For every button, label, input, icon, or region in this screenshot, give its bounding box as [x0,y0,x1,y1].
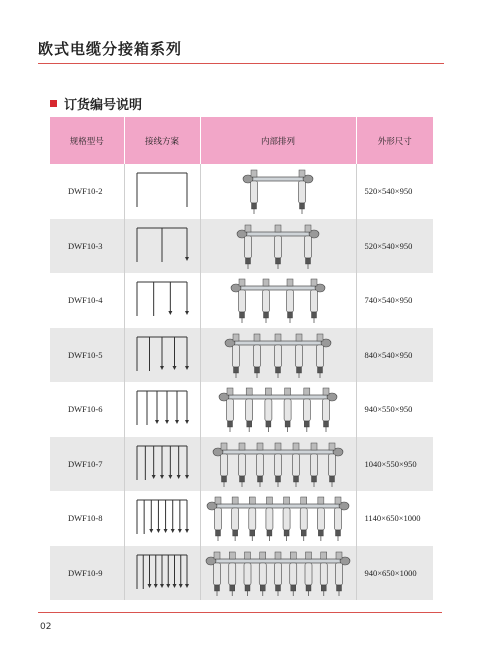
arrow-icon [149,529,153,533]
bushing-connector-icon [296,334,303,378]
wiring-scheme-diagram [133,278,191,322]
cell-dimensions: 520×540×950 [356,219,433,274]
busbar [209,559,347,563]
cell-model: DWF10-2 [50,164,124,219]
bushing-connector-icon [233,334,240,378]
table-row [50,437,433,492]
arrow-icon [152,475,156,479]
bushing-connector-icon [311,279,318,323]
arrow-icon [154,584,158,588]
arrow-icon [160,475,164,479]
internal-layout-diagram [203,383,353,435]
table-row [50,546,433,601]
cell-wiring-scheme [124,164,200,219]
bushing-connector-icon [305,225,312,269]
bushing-connector-icon [249,497,256,541]
title-divider [38,63,444,64]
internal-layout-diagram [203,492,353,544]
wiring-scheme-diagram [133,442,191,486]
busbar [216,450,340,454]
bushing-connector-icon [303,388,310,432]
arrow-icon [185,420,189,424]
arrow-icon [168,311,172,315]
bushing-connector-icon [239,443,246,487]
section-heading [50,94,142,113]
cell-model: DWF10-5 [50,328,124,383]
internal-layout-diagram [203,438,353,490]
bushing-connector-icon [336,552,343,596]
cell-model: DWF10-4 [50,273,124,328]
footer-divider [38,612,442,613]
cell-internal-layout [200,328,356,383]
bushing-connector-icon [299,170,306,214]
cell-dimensions: 740×540×950 [356,273,433,328]
table-row [50,219,433,274]
header-model: 规格型号 [50,117,124,164]
cell-internal-layout [200,273,356,328]
bushing-connector-icon [311,443,318,487]
wiring-scheme-diagram [133,333,191,377]
bushing-connector-icon [320,552,327,596]
busbar [234,286,322,290]
bushing-connector-icon [259,552,266,596]
cell-model: DWF10-7 [50,437,124,492]
arrow-icon [185,366,189,370]
arrow-icon [155,420,159,424]
wiring-scheme-diagram [133,169,191,213]
arrow-icon [156,529,160,533]
table-row [50,382,433,437]
busbar [240,232,316,236]
arrow-icon [160,584,164,588]
arrow-icon [148,584,152,588]
arrow-icon [173,366,177,370]
arrow-icon [179,584,183,588]
table-row [50,273,433,328]
internal-layout-diagram [203,220,353,272]
cell-dimensions: 940×550×950 [356,382,433,437]
wiring-scheme-diagram [133,496,191,540]
header-size: 外形尺寸 [356,117,433,164]
bushing-connector-icon [244,552,251,596]
bushing-connector-icon [275,225,282,269]
cell-dimensions: 940×650×1000 [356,546,433,601]
arrow-icon [164,529,168,533]
bushing-connector-icon [251,170,258,214]
table-row [50,491,433,546]
bushing-connector-icon [266,497,273,541]
cell-internal-layout [200,219,356,274]
arrow-icon [185,584,189,588]
bushing-connector-icon [239,279,246,323]
bushing-connector-icon [284,388,291,432]
bushing-connector-icon [275,334,282,378]
table-header-row [50,117,433,164]
arrow-icon [173,584,177,588]
bushing-connector-icon [317,334,324,378]
bushing-connector-icon [221,443,228,487]
bushing-connector-icon [300,497,307,541]
bushing-connector-icon [245,225,252,269]
cell-wiring-scheme [124,219,200,274]
bushing-connector-icon [275,552,282,596]
cell-internal-layout [200,546,356,601]
cell-dimensions: 520×540×950 [356,164,433,219]
bushing-connector-icon [329,443,336,487]
cell-model: DWF10-8 [50,491,124,546]
bushing-connector-icon [283,497,290,541]
cell-wiring-scheme [124,491,200,546]
arrow-icon [177,475,181,479]
page-number: 02 [40,622,52,632]
wiring-scheme-diagram [133,551,191,595]
arrow-icon [178,529,182,533]
arrow-icon [165,420,169,424]
cell-internal-layout [200,437,356,492]
arrow-icon [185,257,189,261]
bushing-connector-icon [305,552,312,596]
cell-wiring-scheme [124,546,200,601]
cell-internal-layout [200,164,356,219]
internal-layout-diagram [203,274,353,326]
bushing-connector-icon [257,443,264,487]
arrow-icon [168,475,172,479]
section-title: 订货编号说明 [64,98,143,113]
arrow-icon [171,529,175,533]
internal-layout-diagram [203,165,353,217]
header-scheme: 接线方案 [124,117,200,164]
cell-model: DWF10-9 [50,546,124,601]
wiring-scheme-diagram [133,387,191,431]
bushing-connector-icon [317,497,324,541]
bushing-connector-icon [265,388,272,432]
bullet-square-icon [50,100,57,107]
bushing-connector-icon [275,443,282,487]
bushing-connector-icon [335,497,342,541]
busbar [228,341,328,345]
cell-model: DWF10-3 [50,219,124,274]
table-row [50,328,433,383]
arrow-icon [185,529,189,533]
arrow-icon [160,366,164,370]
arrow-icon [185,475,189,479]
cell-wiring-scheme [124,437,200,492]
spec-table [50,117,433,600]
busbar [222,395,334,399]
cell-dimensions: 1140×650×1000 [356,491,433,546]
bushing-connector-icon [263,279,270,323]
bushing-connector-icon [254,334,261,378]
cell-internal-layout [200,491,356,546]
wiring-scheme-diagram [133,224,191,268]
bushing-connector-icon [323,388,330,432]
internal-layout-diagram [203,547,353,599]
cell-dimensions: 840×540×950 [356,328,433,383]
busbar [246,177,310,181]
bushing-connector-icon [293,443,300,487]
header-layout: 内部排列 [200,117,356,164]
arrow-icon [175,420,179,424]
bushing-connector-icon [229,552,236,596]
bushing-connector-icon [214,552,221,596]
bushing-connector-icon [287,279,294,323]
internal-layout-diagram [203,329,353,381]
busbar [210,504,346,508]
cell-dimensions: 1040×550×950 [356,437,433,492]
cell-model: DWF10-6 [50,382,124,437]
page-title: 欧式电缆分接箱系列 [38,40,183,58]
arrow-icon [185,311,189,315]
bushing-connector-icon [227,388,234,432]
cell-wiring-scheme [124,328,200,383]
cell-internal-layout [200,382,356,437]
bushing-connector-icon [246,388,253,432]
arrow-icon [166,584,170,588]
bushing-connector-icon [290,552,297,596]
bushing-connector-icon [215,497,222,541]
table-row [50,164,433,219]
bushing-connector-icon [232,497,239,541]
cell-wiring-scheme [124,273,200,328]
cell-wiring-scheme [124,382,200,437]
